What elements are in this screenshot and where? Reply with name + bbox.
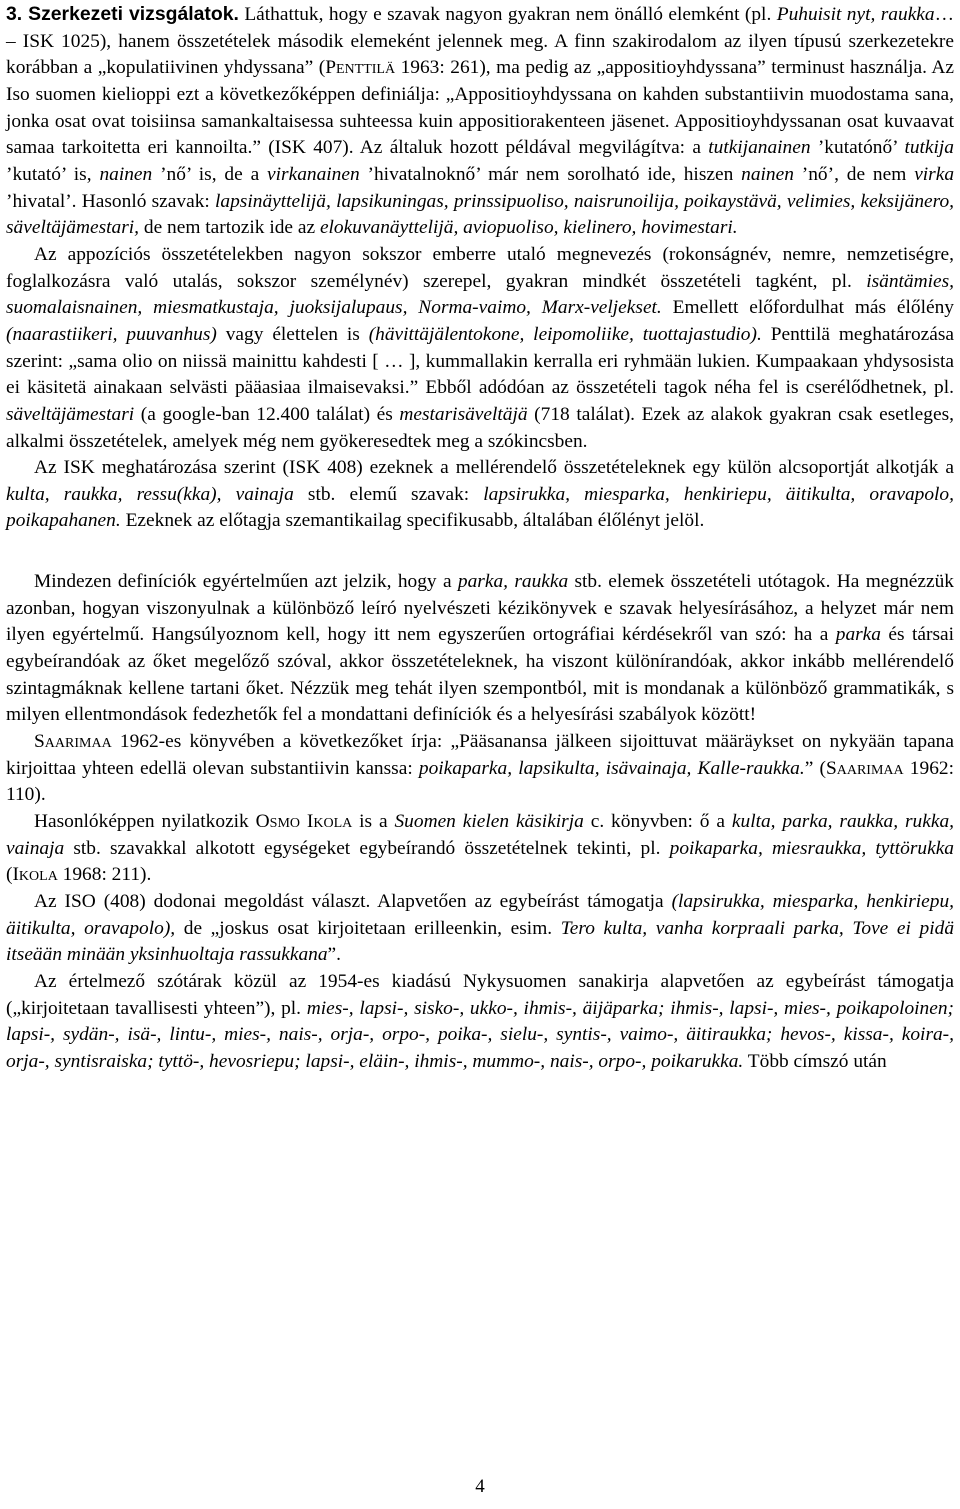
paragraph-5 xyxy=(6,729,954,809)
italic-example: kulta, parka, raukka, rukka, vainaja xyxy=(6,811,954,859)
italic-example: Suomen kielen käsikirja xyxy=(394,811,584,833)
italic-example: (lapsirukka, miesparka, henkiriepu, äitikulta, oravapolo), xyxy=(6,891,954,939)
text-run: Hasonlóképpen nyilatkozik xyxy=(34,811,256,833)
text-run: ’hivatalnoknő’ már nem sorolható ide, hiszen xyxy=(359,163,742,185)
italic-example: virka xyxy=(914,163,955,185)
text-run: ( xyxy=(6,864,13,886)
paragraph-2 xyxy=(6,242,954,455)
text-run: stb. elemű szavak: xyxy=(293,483,484,505)
text-run: és társai egybeírandóak az őket megelőző szóval, akkor összetételeknek, ha viszont különírandóak, akkor inkább mellérendelő szintagmáknak kellene tartani őket. Nézzük meg tehát ilyen szempontból, mit is mondanak a különböző grammatikák, s milyen ellentmondások fedezhetők fel a mondattani definíciók és a helyesírási szabályok között! xyxy=(6,624,954,726)
text-run: de nem tartozik ide az xyxy=(139,217,320,239)
italic-example: poikaparka, miesraukka, tyttörukka xyxy=(669,837,954,859)
paragraph-6 xyxy=(6,809,954,889)
italic-example: nainen xyxy=(741,163,794,185)
text-run: Az ISO (408) dodonai megoldást választ. Alapvetően az egybeírást támogatja xyxy=(34,891,672,912)
text-run: Emellett előfordulhat más élőlény xyxy=(661,297,955,319)
italic-example: tutkijanainen xyxy=(708,137,811,159)
italic-example: poikaparka, lapsikulta, isävainaja, Kalle-raukka. xyxy=(418,757,805,779)
text-run: stb. elemek összetételi utótagok. Ha megnézzük azonban, hogyan viszonyulnak a különböző leíró nyelvészeti kézikönyvek e szavak helyesírásához, a helyzet már nem ilyen egyértelmű. Hangsúlyoznom kell, hogy itt nem egyszerűen ortográfiai kérdésekről van szó: ha a xyxy=(6,571,954,646)
text-run: Az ISK meghatározása szerint (ISK 408) ezeknek a mellérendelő összetételeknek egy külön alcsoportját alkotják a xyxy=(34,457,954,479)
text-run: … – ISK 1025), hanem összetételek második elemeként jelennek meg. A finn szakirodalom az ilyen típusú szerkezetekre korábban a „kopulatiivinen yhdyssana” ( xyxy=(6,4,954,79)
italic-example: säveltäjämestari xyxy=(6,403,135,425)
paragraph-7 xyxy=(6,889,954,969)
text-run: 1963: 261), ma pedig az „appositioyhdyssana” terminust használja. Az Iso suomen kielioppi ezt a következőképpen definiálja: „Appositioyhdyssana on kahden substantiivin muodostama sana, jonka osat ovat toisiinsa samankaltaisessa suhteessa kuin appositiorakenteen jäsenet. Appositioyhdyssanan osat kuvaavat samaa tarkoitetta eri kannoilta.” (ISK 407). Az általuk hozott példával megvilágítva: a xyxy=(6,57,954,159)
text-run: 1962-es könyvében a következőket írja: „Pääsanansa jälkeen sijoittuvat määräykset on nykyään tapana kirjoittaa yhteen edellä olevan substantiivin kanssa: xyxy=(6,731,954,779)
text-run: ’kutatónő’ xyxy=(810,137,905,159)
text-run: ’nő’ is, de a xyxy=(152,163,268,185)
text-run: Több címszó után xyxy=(743,1050,887,1072)
document-body xyxy=(6,1,954,1076)
italic-example: parka xyxy=(835,624,881,646)
section-heading: 3. Szerkezeti vizsgálatok. xyxy=(6,3,239,25)
text-run: c. könyvben: ő a xyxy=(583,811,732,833)
text-run: stb. szavakkal alkotott egységeket egybeírandó összetételnek tekinti, pl. xyxy=(64,837,670,859)
text-run: Penttilä meghatározása szerint: „sama olio on niissä mainittu kahdesti [ … ], kummallakin kerralla eri ryhmään lukien. Kumpaakaan yhdysosista ei käsitetä ainakaan selvästi pääasiaa ilmaisevaksi.” Ebből adódóan az összetételi tagok néha fel is cserélődhetnek, pl. xyxy=(6,323,955,399)
paragraph-8 xyxy=(6,969,954,1076)
author-name: Saarimaa xyxy=(34,731,112,753)
italic-example: parka, raukka xyxy=(457,571,569,593)
paragraph-3 xyxy=(6,455,954,535)
author-name: Penttilä xyxy=(325,57,396,79)
italic-example: nainen xyxy=(99,163,153,185)
text-run: is a xyxy=(352,811,395,833)
author-name: Ikola xyxy=(12,864,58,886)
italic-example: (hävittäjälentokone, leipomoliike, tuottajastudio). xyxy=(368,323,762,345)
italic-example: tutkija xyxy=(904,137,954,159)
italic-example: elokuvanäyttelijä, aviopuoliso, kielinero, hovimestari. xyxy=(319,217,738,239)
text-run: Az értelmező szótárak közül az 1954-es kiadású Nykysuomen sanakirja alapvetően az egybeírást támogatja („kirjoitetaan tavallisesti yhteen”), pl. xyxy=(6,970,954,1019)
text-run: vagy élettelen is xyxy=(216,323,369,345)
text-run: Láthattuk, hogy e szavak nagyon gyakran nem önálló elemként (pl. xyxy=(238,4,777,25)
italic-example: kulta, raukka, ressu(kka), vainaja xyxy=(6,483,294,505)
italic-example: Puhuisit nyt, raukka xyxy=(776,4,935,25)
text-run: 1968: 211). xyxy=(57,864,152,886)
text-run: Mindezen definíciók egyértelműen azt jelzik, hogy a xyxy=(34,571,458,593)
page-number: 4 xyxy=(475,1476,485,1497)
text-run: ’kutató’ is, xyxy=(6,163,100,185)
italic-example: Tero kulta, vanha korpraali parka, Tove ei pidä itseään minään yksinhuoltaja rassukkana xyxy=(6,917,955,966)
author-name: Osmo Ikola xyxy=(255,811,353,833)
italic-example: isäntämies, suomalaisnainen, miesmatkustaja, juoksijalupaus, Norma-vaimo, Marx-veljekset. xyxy=(6,270,954,319)
italic-example: lapsirukka, miesparka, henkiriepu, äitikulta, oravapolo, poikapahanen. xyxy=(6,483,954,532)
text-run: ’nő’, de nem xyxy=(793,163,915,185)
italic-example: lapsinäyttelijä, lapsikuningas, prinssipuoliso, naisrunoilija, poikaystävä, velimies, keksijänero, säveltäjämestari, xyxy=(6,190,955,239)
text-run: Ezeknek az előtagja szemantikailag specifikusabb, általában élőlényt jelöl. xyxy=(120,510,705,532)
italic-example: mies-, lapsi-, sisko-, ukko-, ihmis-, äijäparka; ihmis-, lapsi-, mies-, poikapoloinen; lapsi-, sydän-, isä-, lintu-, mies-, nais-, orja-, orpo-, poika-, sielu-, syntis-, vaimo-, äitiraukka; hevos-, kissa-, koira-, orja-, syntisraiska; tyttö-, hevosriepu; lapsi-, eläin-, ihmis-, mummo-, nais-, orpo-, poikarukka. xyxy=(6,997,954,1072)
italic-example: mestarisäveltäjä xyxy=(399,403,528,425)
paragraph-4 xyxy=(6,569,954,729)
italic-example: virkanainen xyxy=(267,163,360,185)
italic-example: (naarastiikeri, puuvanhus) xyxy=(6,323,217,345)
text-run: Az appozíciós összetételekben nagyon sokszor emberre utaló megnevezés (rokonságnév, nemre, nemzetiségre, foglalkozásra való utalás, sokszor személynév) szerepel, gyakran mindkét összetételi tagként, pl. xyxy=(6,243,954,292)
paragraph-1 xyxy=(6,1,954,242)
text-run: ” ( xyxy=(804,757,826,779)
text-run: (a google-ban 12.400 találat) és xyxy=(134,403,400,425)
text-run: ”. xyxy=(327,944,342,966)
section-gap xyxy=(6,535,954,569)
text-run: de „joskus osat kirjoitetaan erilleenkin, esim. xyxy=(175,917,561,939)
text-run: (718 találat). Ezek az alakok gyakran csak esetleges, alkalmi összetételek, amelyek még nem gyökeresedtek meg a szókincsben. xyxy=(6,403,954,452)
text-run: ’hivatal’. Hasonló szavak: xyxy=(6,190,216,212)
text-run: 1962: 110). xyxy=(6,757,954,806)
author-name: Saarimaa xyxy=(825,757,904,779)
